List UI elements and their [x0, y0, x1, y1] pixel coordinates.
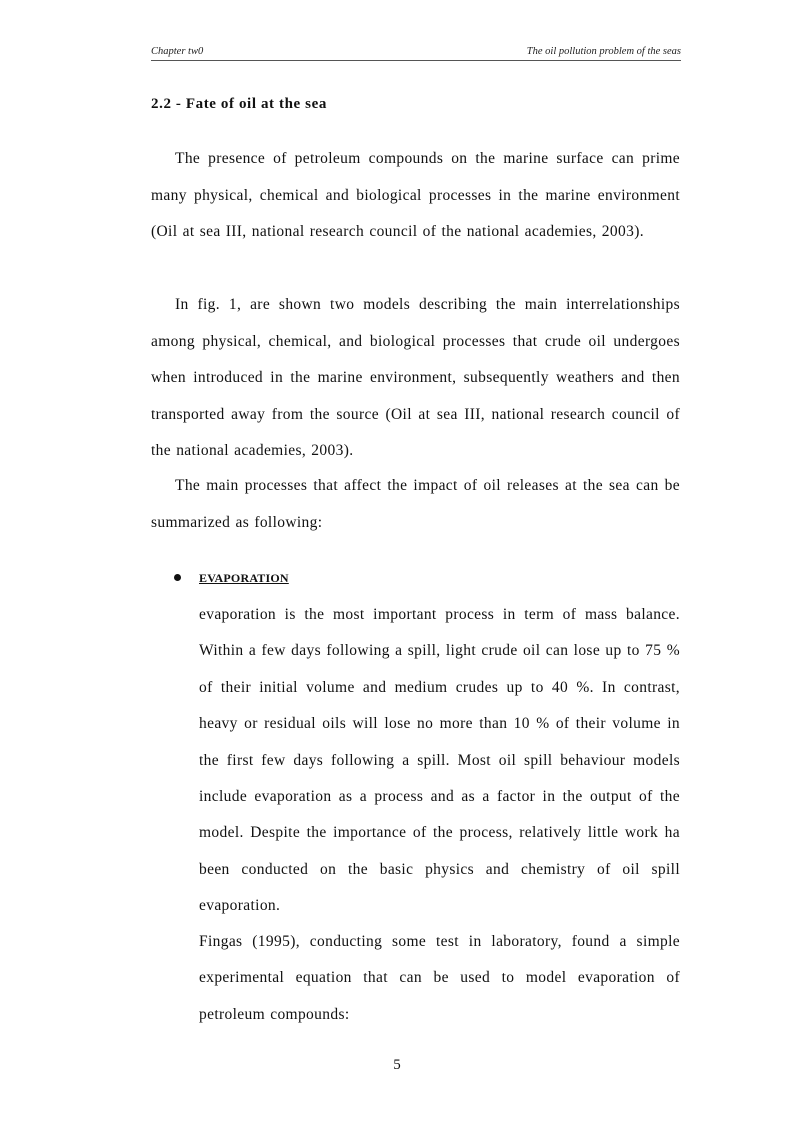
running-header [151, 46, 681, 61]
header-chapter-label: Chapter tw0 [151, 46, 204, 57]
page-number: 5 [393, 1057, 401, 1073]
bullet-paragraph: evaporation is the most important process in term of mass balance. Within a few days following a spill, light crude oil can lose up to 75 % of their initial volume and medium crudes up to 40 %. In contrast, heavy or residual oils will lose no more than 10 % of their volume in the first few days following a spill. Most oil spill behaviour models include evaporation as a process and as a factor in the output of the model. Despite the importance of the process, relatively little work ha been conducted on the basic physics and chemistry of oil spill evaporation. [199, 606, 680, 915]
bullet-paragraph: Fingas (1995), conducting some test in laboratory, found a simple experimental equation that can be used to model evaporation of petroleum compounds: [199, 933, 680, 1023]
body-paragraph: The presence of petroleum compounds on the marine surface can prime many physical, chemical and biological processes in the marine environment (Oil at sea III, national research council of the national academies, 2003). [151, 150, 680, 240]
body-paragraph: The main processes that affect the impact of oil releases at the sea can be summarized as following: [151, 477, 680, 531]
section-heading: 2.2 - Fate of oil at the sea [151, 96, 327, 112]
body-paragraph: In fig. 1, are shown two models describing the main interrelationships among physical, chemical, and biological processes that crude oil undergoes when introduced in the marine environment, subsequently weathers and then transported away from the source (Oil at sea III, national research council of the national academies, 2003). [151, 296, 680, 459]
bullet-dot-icon [174, 574, 181, 581]
bullet-label: EVAPORATION [199, 571, 289, 585]
header-chapter-title: The oil pollution problem of the seas [526, 46, 681, 57]
